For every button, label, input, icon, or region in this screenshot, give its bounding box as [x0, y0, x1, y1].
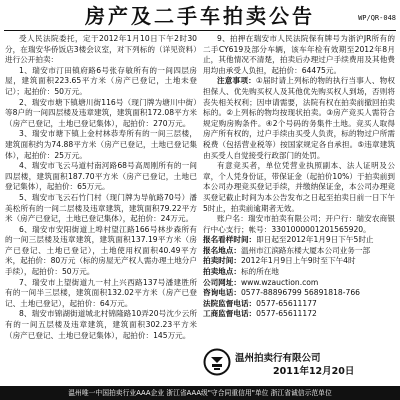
auction-place: [203, 267, 395, 278]
auction-time: [203, 256, 395, 267]
registration-time-value: 即日起至2012年1月9日下午5时止: [256, 235, 374, 245]
lot-item-3: 3、瑞安市塘下镇上金村林恭寿所有的一间三层楼，建筑面积约为74.88平方米（房产已登记，土地已登记集体），起拍价：25万元。: [5, 129, 197, 160]
lot-item-7: 7、瑞安市上望街道九一村上兴西路137号潘建胜所有的一间半三层楼，建筑面积132.02平方米（房产已登记、土地已登记），起拍价：64万元。: [5, 277, 197, 308]
document-code: WP/QR-048: [358, 14, 396, 22]
footer-banner: 温州唯一中国拍卖行业AAA企业 浙江省AAA级"守合同重信用"单位 浙江省诚信示范单位: [0, 386, 400, 400]
lot-item-6: 6、瑞安市安阳街道上埠村望江路166号林步森所有的一间三层楼及违章建筑，建筑面积137.19平方米（房产已登记、土地已登记），土地使用权面积40.49平方米，起拍价：80万元（标的房屋无产权人需办理土地分户手续），起拍价：50万元。: [5, 224, 197, 277]
announcement-title: 房产及二手车拍卖公告: [85, 4, 315, 28]
court-phone-label: 法院监督电话：: [203, 298, 257, 308]
registration-time-label: 报名看样时间：: [203, 235, 257, 245]
intro-paragraph: 受人民法院委托，定于2012年1月10日下午2时30分，在瑞安华侨饭店3楼会议室，对下列标的（详见资料）进行公开拍卖：: [5, 34, 197, 65]
notice-3: ③房产竞买人需符合规定购房购条件。: [203, 108, 395, 128]
title-rule: [4, 30, 396, 31]
auction-time-value: 2012年1月9日上午9时至下午4时: [240, 256, 356, 266]
lot-item-2: 2、瑞安市塘下镇塘川街116号（现门牌为塘川中街）等8户的一间四层楼及违章建筑，建筑面积172.08平方米（房产已登记，土地已登记集体），起拍价：270万元。: [5, 97, 197, 128]
registration-time: [203, 235, 395, 246]
registration-place-value: 温州市江滨路东楼大厦本公司业务一部: [240, 245, 371, 255]
lot-item-9: 9、拍押在瑞安市人民法院保有牌号为浙沪JR所有的二手CY619及部分车辆，该车年检有效期至2012年8月止，其他情况不清楚，拍卖后办理过户手续费用及其他费用均由承受人负担，起拍价：64475元。: [203, 34, 395, 75]
ic-phone-value: 0577-65611172: [256, 309, 317, 319]
ic-phone: [203, 309, 395, 320]
right-column: [203, 34, 395, 320]
company-website: [203, 278, 395, 289]
court-phone: [203, 299, 395, 310]
company-name: 温州拍卖行有限公司: [235, 353, 321, 364]
announcement-date: 2011年12月20日: [273, 366, 355, 377]
phone-label: 咨询电话：: [203, 288, 241, 298]
ic-phone-label: 工商监督电话：: [203, 309, 257, 319]
court-phone-value: 0577-65611177: [256, 298, 317, 308]
notice-1: ①届时请上列标的物的执行当事人、物权担保人、优先购买权人及其他优先购买权人到场，否则将丧失相关权利；因申请需要，法院有权在拍卖前撤回拍卖标的。: [203, 76, 395, 118]
auction-time-label: 拍卖时间：: [203, 256, 241, 266]
notice-2: ②上列标的物均按现状拍卖。: [226, 108, 327, 118]
company-logo-icon: [203, 348, 231, 376]
bank-paragraph: 账户名：瑞安市拍卖有限公司；开户行：瑞安农商银行中心支行；帐号：3301000001201565920。: [203, 214, 395, 234]
notices-heading: 注意事项：: [217, 76, 256, 86]
lot-item-8: 8、瑞安市锦湖街道城北村锦隆路10弄20号沈少云所有的一间五层楼及违章建筑，建筑面积302.23平方米（房产已登记、土地已登记集体），起拍价：145万元。: [5, 309, 197, 340]
left-column: [5, 34, 197, 341]
notices-paragraph: [203, 76, 395, 161]
registration-place: [203, 246, 395, 257]
phone-value: 0577-88896799 56891818-766: [240, 288, 360, 298]
lot-item-1: 1、瑞安市汀田镇府路6号张存敏所有的一间四层房屋，建筑面积223.65平方米（房产已登记，土地未登记）；起拍价：50万元。: [5, 65, 197, 96]
lot-item-4: 4、瑞安市飞云马道村南河路68号高周刚所有的一间四层楼，建筑面积187.70平方米（房产已登记，土地已登记集体），起拍价：65万元。: [5, 161, 197, 192]
auction-place-value: 标的所在地: [240, 267, 279, 277]
deposit-paragraph: 有意竞买者，单位凭营业执照副本、法人证明及公章，个人凭身份证，带保证金（起拍价10%）于拍卖前到本公司办理竞买登记手续，并缴纳保证金，本公司办理竞买登记截止时间为本公告发布之日起至拍卖日前一日下午5时止，拍卖前逾期者无效。: [203, 161, 395, 213]
notice-4: ④2个号码的务集件土地。竞买人取得房产所有权的，过户手续由买受人负责，标的物过户所需税费（包括营业税等）按国家规定各自承担。: [203, 118, 396, 149]
signature-block: [203, 346, 397, 380]
notice-5: ⑤违章建筑由买受人自觉接受行政部门的处罚。: [203, 139, 395, 160]
consult-phone: [203, 288, 395, 299]
registration-place-label: 报名地点：: [203, 245, 241, 255]
website-link[interactable]: www.wzauction.com: [240, 277, 319, 287]
website-label: 公司网址：: [203, 277, 241, 287]
auction-place-label: 拍卖地点：: [203, 267, 241, 277]
lot-item-5: 5、瑞安市飞云石竹门村（现门牌为导航路70号）潘美松所有的一间二层楼及违章建筑，建筑面积79.22平方米（房产已登记，土地已登记集体），起拍价：24万元。: [5, 192, 197, 224]
